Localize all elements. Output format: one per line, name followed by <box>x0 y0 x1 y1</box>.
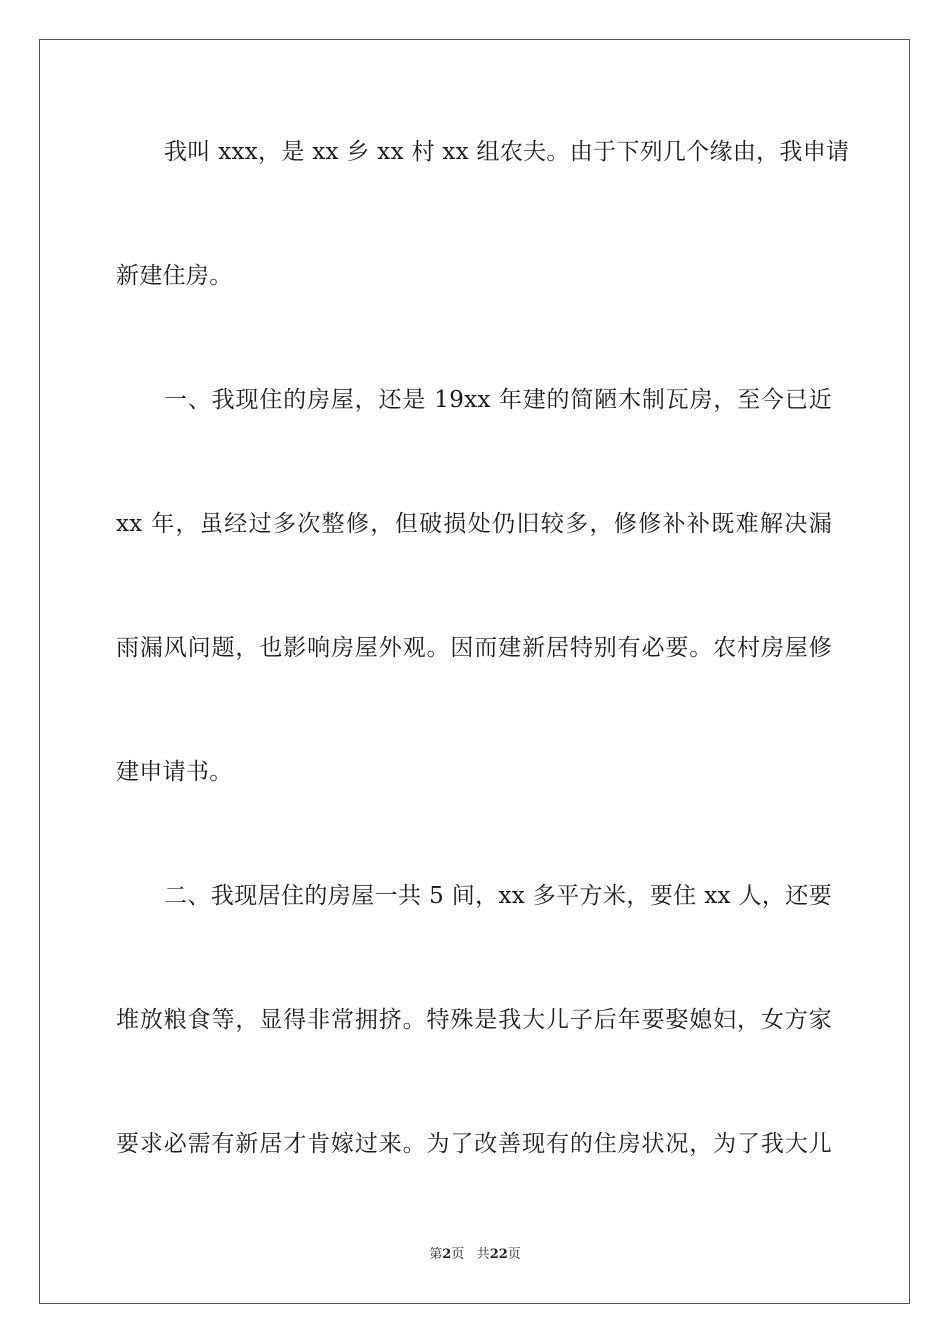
paragraph-2-line-4: 建申请书。 <box>116 759 233 785</box>
page-border <box>39 39 910 1304</box>
current-page-number: 2 <box>442 1247 452 1262</box>
total-page-count: 22 <box>489 1247 508 1262</box>
paragraph-2-line-2: xx 年，虽经过多次整修，但破损处仍旧较多，修修补补既难解决漏 <box>116 511 832 537</box>
paragraph-1-line-2: 新建住房。 <box>116 263 233 289</box>
paragraph-2-line-3: 雨漏风问题，也影响房屋外观。因而建新居特别有必要。农村房屋修 <box>116 635 832 661</box>
paragraph-1-line-1: 我叫 xxx，是 xx 乡 xx 村 xx 组农夫。由于下列几个缘由，我申请 <box>164 139 850 165</box>
paragraph-3-line-3: 要求必需有新居才肯嫁过来。为了改善现有的住房状况，为了我大儿 <box>116 1131 832 1157</box>
page-suffix: 页 <box>451 1247 465 1262</box>
page-prefix: 第 <box>429 1247 443 1262</box>
total-prefix: 共 <box>476 1247 490 1262</box>
paragraph-2-line-1: 一、我现住的房屋，还是 19xx 年建的简陋木制瓦房，至今已近 <box>164 387 832 413</box>
paragraph-3-line-2: 堆放粮食等，显得非常拥挤。特殊是我大儿子后年要娶媳妇，女方家 <box>116 1007 832 1033</box>
paragraph-3-line-1: 二、我现居住的房屋一共 5 间，xx 多平方米，要住 xx 人，还要 <box>164 883 832 909</box>
total-suffix: 页 <box>507 1247 521 1262</box>
page-footer <box>0 1246 950 1264</box>
